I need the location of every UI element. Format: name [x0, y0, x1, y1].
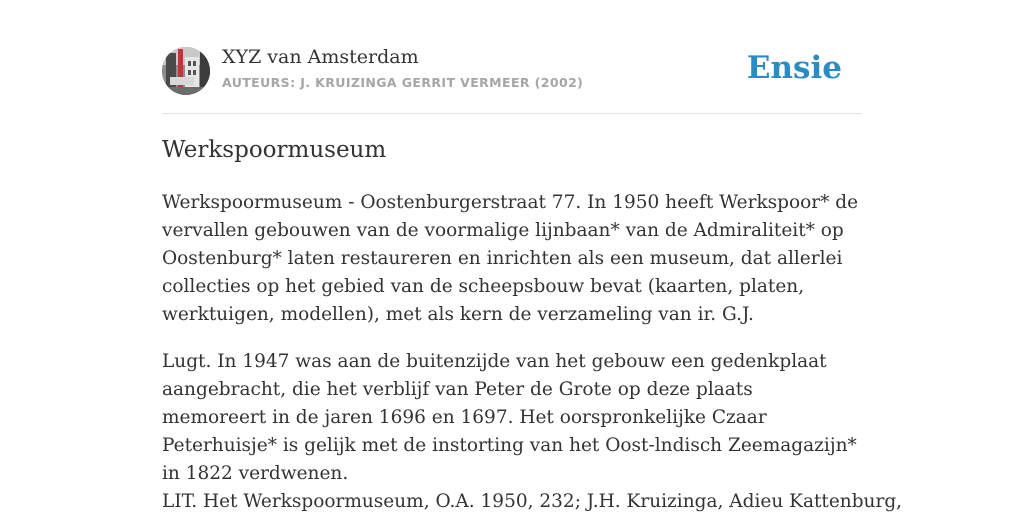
book-authors: AUTEURS: J. KRUIZINGA GERRIT VERMEER (2002) — [222, 75, 584, 90]
book-cover-photo-icon — [162, 47, 210, 95]
entry-title: Werkspoormuseum — [162, 137, 387, 163]
book-title[interactable]: XYZ van Amsterdam — [222, 46, 419, 68]
page — [162, 0, 903, 512]
header-divider — [162, 113, 862, 114]
book-cover-avatar[interactable] — [162, 47, 210, 95]
book-header — [162, 46, 862, 96]
ensie-logo[interactable]: Ensie — [746, 50, 842, 86]
entry-paragraph: Lugt. In 1947 was aan de buitenzijde van het gebouw een gedenkplaat aangebracht, die het verblijf van Peter de Grote op deze plaats memoreert in de jaren 1696 en 1697. Het oorspronkelijke Czaar Peterhuisje* is gelijk met de instorting van het Oost-lndisch Zeemagazijn* in 1822 verdwenen. — [162, 351, 857, 484]
entry-paragraph: LIT. Het Werkspoormuseum, O.A. 1950, 232; J.H. Kruizinga, Adieu Kattenburg, — [162, 491, 903, 512]
entry-paragraph: Werkspoormuseum - Oostenburgerstraat 77. In 1950 heeft Werkspoor* de vervallen gebouwen van de voormalige lijnbaan* van de Admiraliteit* op Oostenburg* laten restaureren en inrichten als een museum, dat allerlei collecties op het gebied van de scheepsbouw bevat (kaarten, platen, werktuigen, modellen), met als kern de verzameling van ir. G.J. — [162, 192, 859, 325]
